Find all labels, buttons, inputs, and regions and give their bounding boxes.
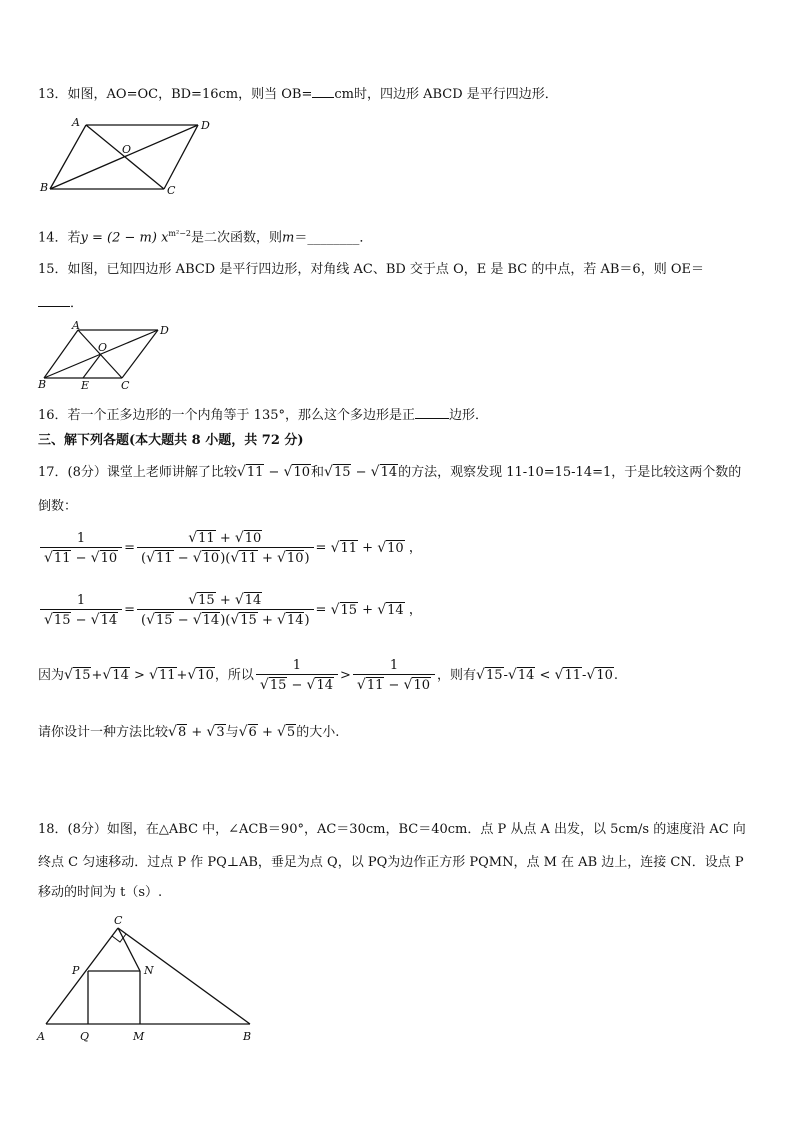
q18-line3: 移动的时间为 t（s）. — [38, 885, 163, 900]
q14-exponent: m²−2 — [168, 229, 192, 238]
q17-so: ，所以 — [214, 668, 254, 683]
q18-line2: 终点 C 匀速移动．过点 P 作 PQ⊥AB，垂足为点 Q，以 PQ为边作正方形 PQMN，点 M 在 AB 边上，连接 CN．设点 P — [38, 855, 744, 870]
q14-suffix: 是二次函数，则 — [191, 230, 283, 246]
q15-label-c: C — [121, 379, 130, 392]
q15-label-a: A — [72, 319, 80, 332]
q17-ask: 请你设计一种方法比较√8 + √3与√6 + √5的大小. — [38, 724, 340, 740]
q17-then: ，则有 — [437, 668, 477, 683]
q15-label-d: D — [160, 324, 169, 337]
q15-label-b: B — [38, 378, 47, 391]
q15-line1: 15．如图，已知四边形 ABCD 是平行四边形，对角线 AC、BD 交于点 O，E 是 BC 的中点，若 AB＝6，则 OE＝ — [38, 262, 704, 277]
q18-label-a: A — [37, 1030, 45, 1043]
q14-formula: y = (2 − m) x — [80, 230, 169, 246]
q14-text — [38, 224, 372, 248]
q13-label-b: B — [40, 181, 49, 194]
q18-figure — [32, 910, 272, 1046]
q17-intro-c: 的方法，观察发现 11-10=15-14=1，于是比较这两个数的 — [398, 465, 742, 480]
q17-intro-b: 和 — [311, 465, 325, 480]
q17-line2: 倒数： — [38, 499, 78, 514]
q13-figure — [38, 115, 228, 197]
q16-text-after: 边形． — [449, 408, 489, 423]
q13-text-before: 13．如图，AO=OC，BD=16cm，则当 OB= — [38, 87, 313, 102]
q15-label-o: O — [98, 341, 108, 354]
q15-label-e: E — [81, 379, 90, 392]
q16-text-before: 16．若一个正多边形的一个内角等于 135°，那么这个多边形是正 — [38, 408, 415, 423]
q17-eq1-end: ， — [408, 540, 422, 556]
q14-prefix: 14．若 — [38, 230, 81, 246]
q17-because: 因为 — [38, 668, 65, 683]
q15-figure — [36, 318, 176, 394]
q18-label-p: P — [72, 964, 80, 977]
q16-text — [38, 404, 488, 426]
q18-label-c: C — [114, 914, 123, 927]
section3-heading: 三、解下列各题(本大题共 8 小题，共 72 分) — [38, 433, 304, 448]
q13-text-after: cm时，四边形 ABCD 是平行四边形． — [334, 87, 558, 102]
q15-blank — [38, 292, 70, 307]
q17-because-line: 因为√15+√14 > √11+√10，所以 $\frac{1}{√15 - √14}$ > $\frac{1}{√11 - √10}$ ，则有√15-√14 < √11-√10. — [38, 658, 619, 693]
q17-intro: 17．(8分）课堂上老师讲解了比较√11 − √10和√15 − √14的方法，观察发现 11-10=15-14=1，于是比较这两个数的 — [38, 464, 742, 480]
q15-line2 — [38, 292, 83, 314]
q18-label-n: N — [144, 964, 154, 977]
q16-blank — [415, 404, 449, 419]
q17-equation-1: $\frac{1}{√11 - √10}$ = $\frac{√11 + √10}{(√11 - √10)(√11 + √10)}$ = √11 + √10 ， — [38, 530, 422, 566]
q13-label-d: D — [201, 119, 210, 132]
q17-ask-c: 的大小. — [296, 725, 340, 740]
q18-line1: 18．(8分）如图，在△ABC 中，∠ACB＝90°，AC＝30cm，BC＝40cm．点 P 从点 A 出发，以 5cm/s 的速度沿 AC 向 — [38, 822, 746, 837]
q13-blank — [312, 83, 334, 98]
q15-line2-end: ． — [70, 296, 84, 311]
q14-end: ＝________． — [294, 230, 373, 246]
q14-var: m — [282, 230, 295, 246]
q18-label-m: M — [133, 1030, 145, 1043]
q18-label-b: B — [243, 1030, 252, 1043]
q13-label-c: C — [167, 184, 176, 197]
q13-label-o: O — [122, 143, 132, 156]
q17-ask-b: 与 — [225, 725, 239, 740]
q17-ask-a: 请你设计一种方法比较 — [38, 725, 169, 740]
q18-label-q: Q — [80, 1030, 90, 1043]
q17-eq2-end: ， — [408, 602, 422, 618]
q13-label-a: A — [72, 116, 80, 129]
q17-equation-2: $\frac{1}{√15 - √14}$ = $\frac{√15 + √14}{(√15 - √14)(√15 + √14)}$ = √15 + √14 ， — [38, 592, 422, 628]
q13-text — [38, 83, 558, 105]
q17-intro-a: 17．(8分）课堂上老师讲解了比较 — [38, 465, 237, 480]
